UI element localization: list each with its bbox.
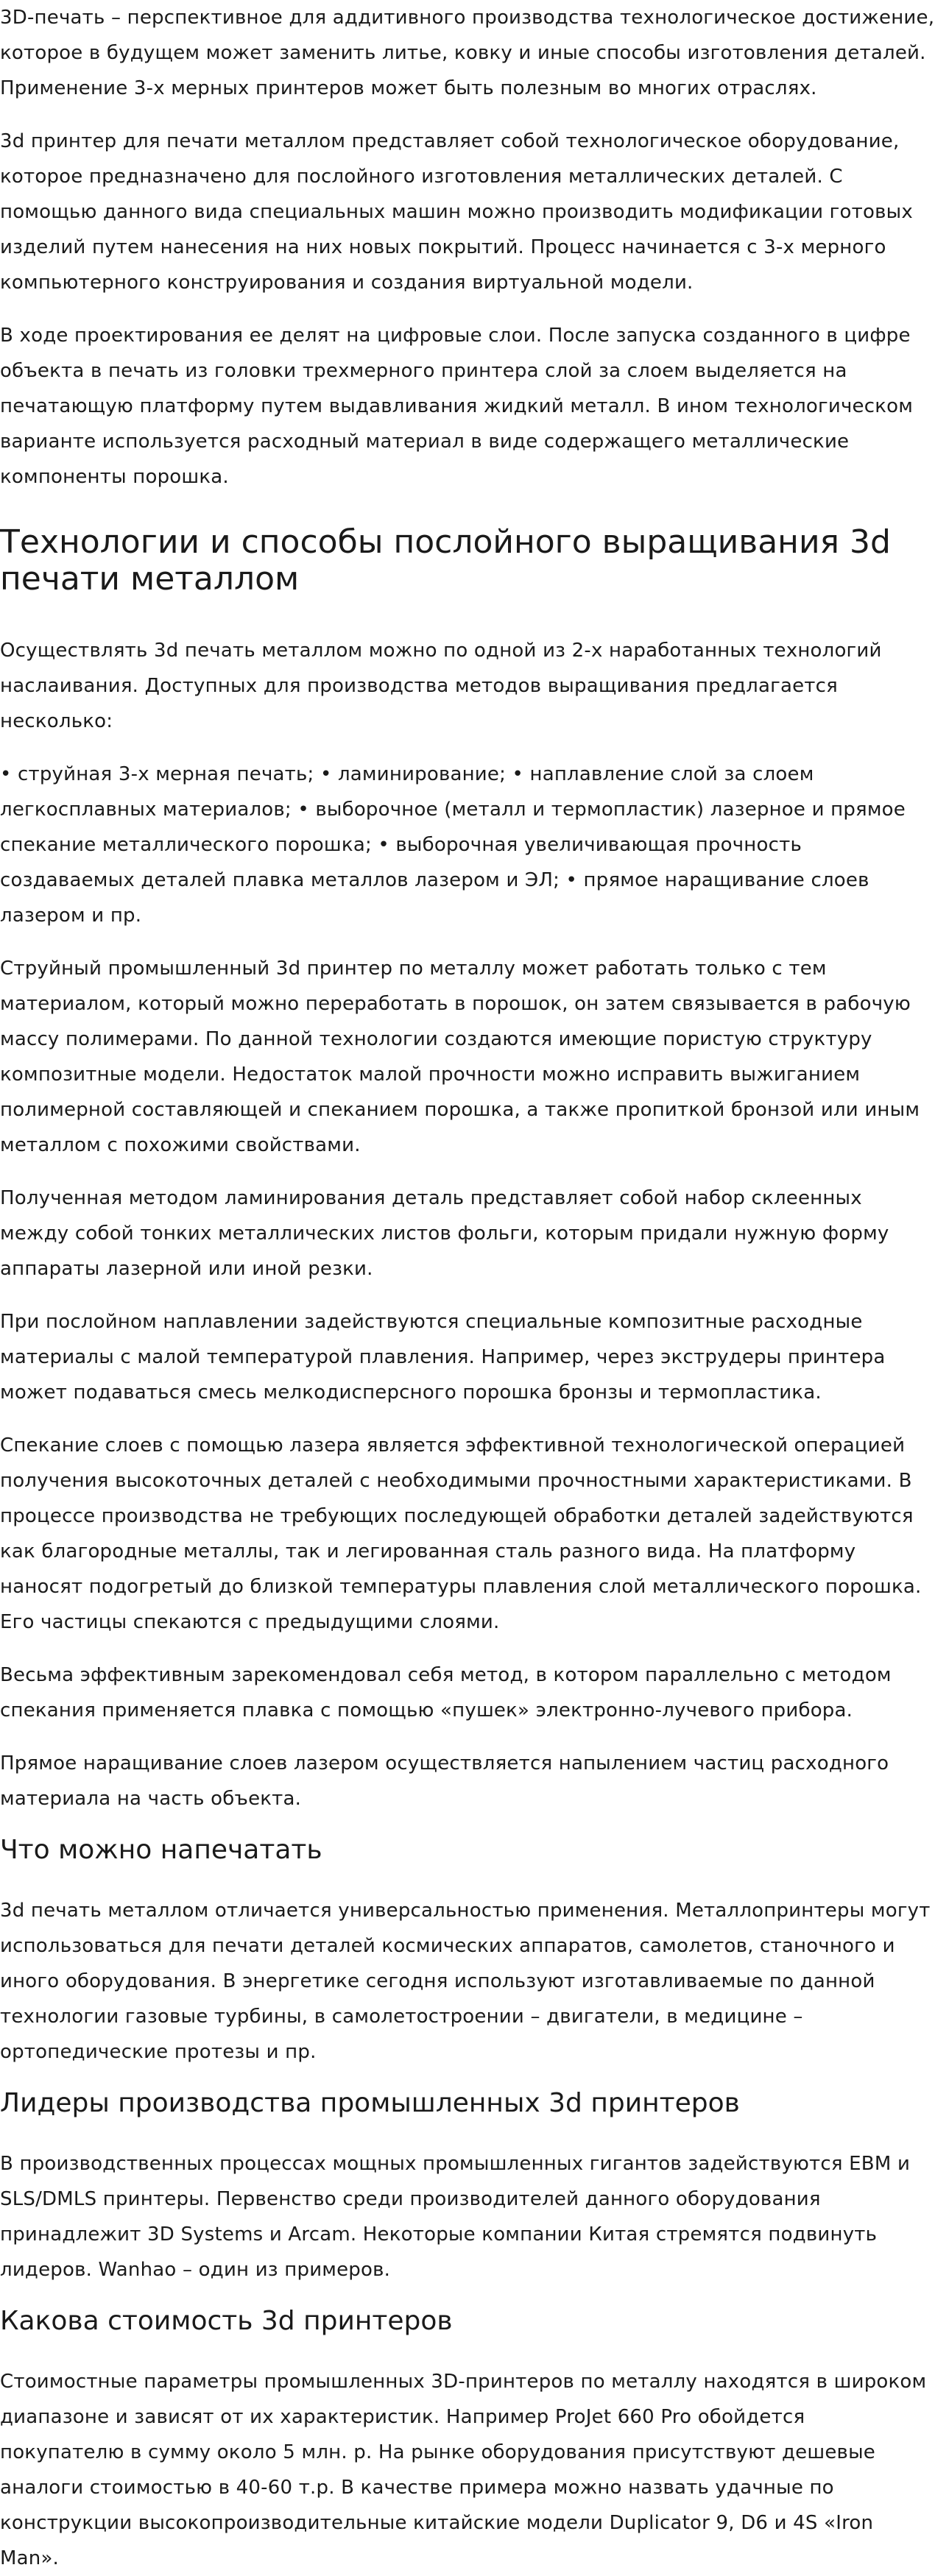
paragraph: Прямое наращивание слоев лазером осуществляется напылением частиц расходного материала на часть объекта. <box>0 1752 889 1810</box>
paragraph: Полученная методом ламинирования деталь представляет собой набор склеенных между собой тонких металлических листов фольги, которым придали нужную форму аппараты лазерной или иной резки. <box>0 1187 889 1280</box>
paragraph: Осуществлять 3d печать металлом можно по одной из 2-х наработанных технологий наслаивания. Доступных для производства методов выращивания предлагается несколько: <box>0 640 882 732</box>
section-heading-cost: Какова стоимость 3d принтеров <box>0 2306 453 2336</box>
section-heading-technologies: Технологии и способы послойного выращивания 3d печати металлом <box>0 523 891 598</box>
paragraph: Струйный промышленный 3d принтер по металлу может работать только с тем материалом, который можно переработать в порошок, он затем связывается в рабочую массу полимерами. По данной технологии создаются имеющие пористую структуру композитные модели. Недостаток малой прочности можно исправить выжиганием полимерной составляющей и спеканием порошка, а также пропиткой бронзой или иным металлом с похожими свойствами. <box>0 958 920 1156</box>
section-heading-what-to-print: Что можно напечатать <box>0 1835 322 1865</box>
paragraph: Весьма эффективным зарекомендовал себя метод, в котором параллельно с методом спекания применяется плавка с помощью «пушек» электронно-лучевого прибора. <box>0 1664 892 1722</box>
paragraph: Стоимостные параметры промышленных 3D-принтеров по металлу находятся в широком диапазоне и зависят от их характеристик. Например ProJet 660 Pro обойдется покупателю в сумму около 5 млн. р. На рынке оборудования присутствуют дешевые аналоги стоимостью в 40-60 т.р. В качестве примера можно назвать удачные по конструкции высокопроизводительные китайские модели Duplicator 9, D6 и 4S «Iron Man». <box>0 2371 927 2569</box>
paragraph: При послойном наплавлении задействуются специальные композитные расходные материалы с малой температурой плавления. Например, через экструдеры принтера может подаваться смесь мелкодисперсного порошка бронзы и термопластика. <box>0 1311 886 1404</box>
paragraph: 3d печать металлом отличается универсальностью применения. Металлопринтеры могут использоваться для печати деталей космических аппаратов, самолетов, станочного и иного оборудования. В энергетике сегодня используют изготавливаемые по данной технологии газовые турбины, в самолетостроении – двигатели, в медицине – ортопедические протезы и пр. <box>0 1900 931 2063</box>
section-heading-leaders: Лидеры производства промышленных 3d принтеров <box>0 2088 740 2118</box>
paragraph: 3d принтер для печати металлом представляет собой технологическое оборудование, которое предназначено для послойного изготовления металлических деталей. С помощью данного вида специальных машин можно производить модификации готовых изделий путем нанесения на них новых покрытий. Процесс начинается с 3-х мерного компьютерного конструирования и создания виртуальной модели. <box>0 130 913 294</box>
paragraph: В ходе проектирования ее делят на цифровые слои. После запуска созданного в цифре объекта в печать из головки трехмерного принтера слой за слоем выделяется на печатающую платформу путем выдавливания жидкий металл. В ином технологическом варианте используется расходный материал в виде содержащего металлические компоненты порошка. <box>0 325 914 488</box>
paragraph: Спекание слоев с помощью лазера является эффективной технологической операцией получения высокоточных деталей с необходимыми прочностными характеристиками. В процессе производства не требующих последующей обработки деталей задействуются как благородные металлы, так и легированная сталь разного вида. На платформу наносят подогретый до близкой температуры плавления слой металлического порошка. Его частицы спекаются с предыдущими слоями. <box>0 1434 922 1633</box>
paragraph: В производственных процессах мощных промышленных гигантов задействуются EBM и SLS/DMLS принтеры. Первенство среди производителей данного оборудования принадлежит 3D Systems и Arcam. Некоторые компании Китая стремятся подвинуть лидеров. Wanhao – один из примеров. <box>0 2153 911 2281</box>
paragraph: 3D-печать – перспективное для аддитивного производства технологическое достижение, которое в будущем может заменить литье, ковку и иные способы изготовления деталей. Применение 3-х мерных принтеров может быть полезным во многих отраслях. <box>0 7 935 99</box>
methods-list: • струйная 3-х мерная печать; • ламинирование; • наплавление слой за слоем легкосплавных материалов; • выборочное (металл и термопластик) лазерное и прямое спекание металлического порошка; • выборочная увеличивающая прочность создаваемых деталей плавка металлов лазером и ЭЛ; • прямое наращивание слоев лазером и пр. <box>0 763 906 927</box>
